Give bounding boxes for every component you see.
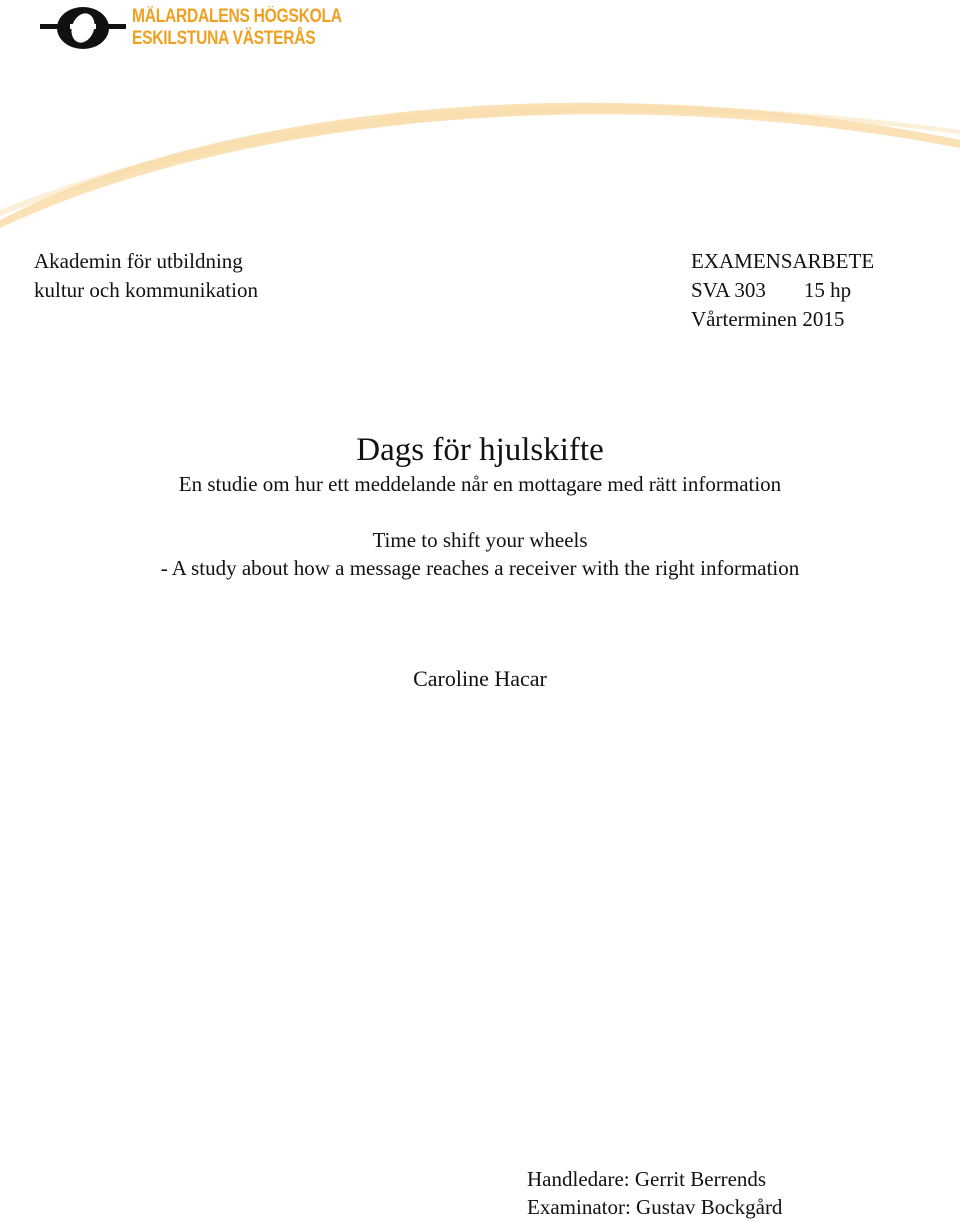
thesis-title-english: Time to shift your wheels <box>372 528 588 552</box>
course-code: SVA 303 <box>691 278 766 302</box>
supervisors-info <box>527 1165 782 1221</box>
exam-info <box>691 247 874 334</box>
department-info <box>34 247 258 305</box>
university-emblem-icon <box>40 4 126 54</box>
university-name <box>132 6 342 50</box>
department-line2: kultur och kommunikation <box>34 278 258 302</box>
thesis-title: Dags för hjulskifte <box>356 432 604 468</box>
university-logo <box>40 4 342 56</box>
university-name-line2: ESKILSTUNA VÄSTERÅS <box>132 28 316 49</box>
exam-term: Vårterminen 2015 <box>691 307 845 331</box>
thesis-subtitle: En studie om hur ett meddelande når en mottagare med rätt information <box>178 472 782 496</box>
decorative-swoosh <box>0 60 960 230</box>
university-name-line1: MÄLARDALENS HÖGSKOLA <box>132 6 342 27</box>
examiner-line: Examinator: Gustav Bockgård <box>527 1195 783 1219</box>
thesis-subtitle-english: - A study about how a message reaches a receiver with the right information <box>160 556 800 580</box>
exam-type: EXAMENSARBETE <box>691 249 875 273</box>
department-line1: Akademin för utbildning <box>34 249 243 273</box>
course-credits: 15 hp <box>803 278 852 302</box>
author-name: Caroline Hacar <box>413 666 547 691</box>
supervisor-line: Handledare: Gerrit Berrends <box>527 1167 767 1191</box>
exam-course-row <box>691 276 874 305</box>
